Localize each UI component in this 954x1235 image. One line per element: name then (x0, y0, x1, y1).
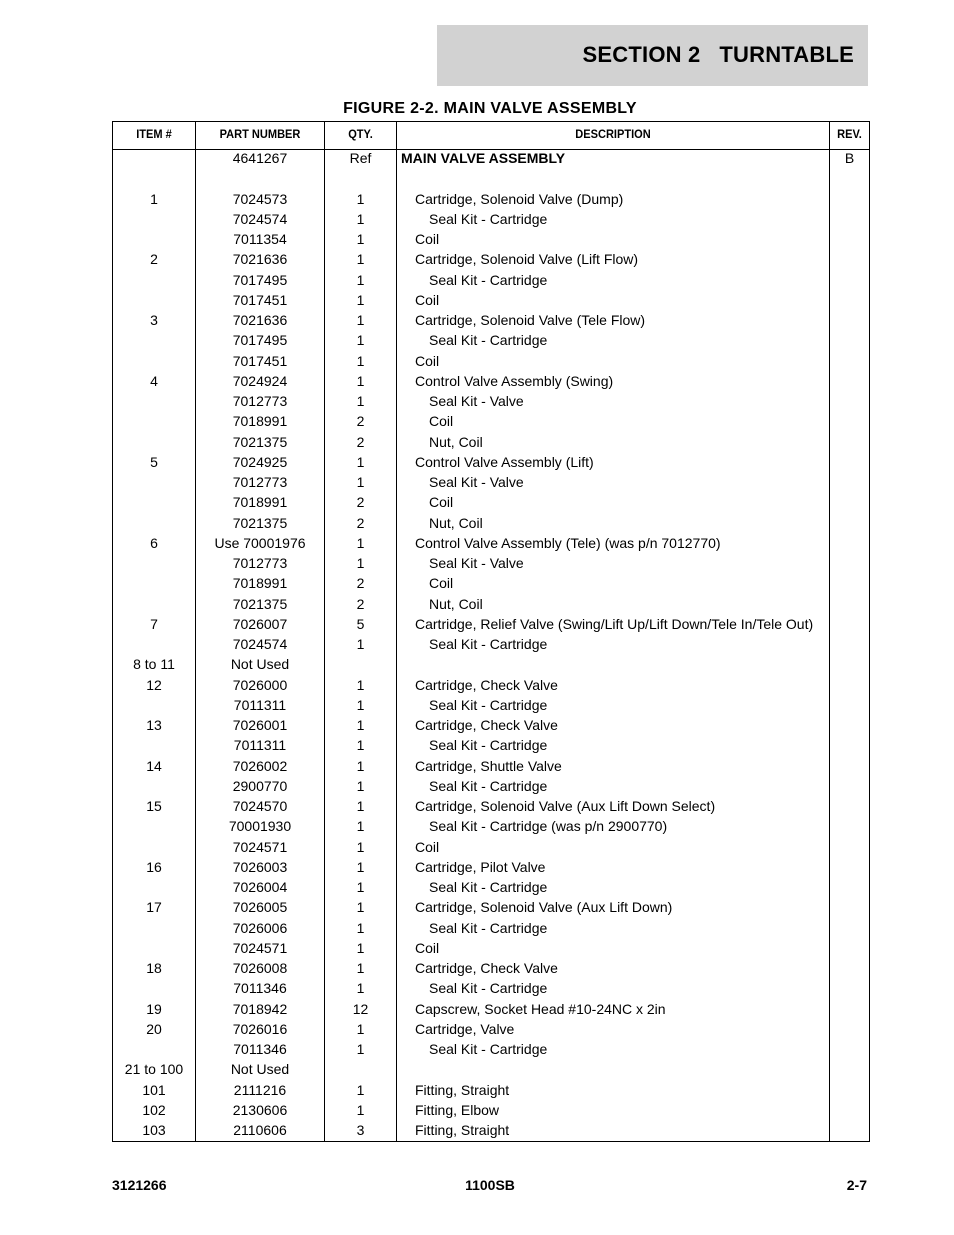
part-number-cell: 7017495 (232, 271, 288, 288)
quantity-cell: 1 (356, 777, 365, 794)
quantity-cell: 1 (356, 960, 365, 976)
description-cell: Seal Kit - Valve (429, 555, 524, 571)
item-number-cell: 13 (146, 717, 162, 733)
part-number-cell: 7012773 (232, 393, 288, 409)
quantity-cell: 2 (356, 575, 365, 592)
table-row (113, 796, 869, 816)
footer-model: 1100SB (465, 1177, 515, 1193)
table-row (113, 897, 869, 917)
part-number-cell: 2130606 (232, 1101, 288, 1118)
table-header-row (113, 122, 869, 150)
description-cell: Seal Kit - Cartridge (429, 879, 548, 895)
description-cell: Cartridge, Check Valve (415, 676, 558, 693)
item-number-cell: 3 (150, 312, 158, 328)
description-cell: Coil (429, 494, 454, 511)
table-row (113, 735, 869, 755)
description-cell: Seal Kit - Valve (429, 474, 524, 490)
part-number-cell: 7026004 (232, 879, 288, 895)
part-number-cell: 7011346 (233, 1041, 287, 1057)
quantity-cell: 1 (356, 312, 365, 328)
table-row (113, 675, 869, 695)
part-number-cell: 7011346 (233, 980, 287, 997)
description-cell: Cartridge, Solenoid Valve (Lift Flow) (415, 251, 639, 268)
part-number-cell: 70001930 (228, 818, 292, 835)
item-number-cell: 20 (146, 1020, 162, 1037)
part-number-cell: 7026000 (232, 676, 288, 693)
description-cell: Cartridge, Solenoid Valve (Aux Lift Down) (415, 899, 673, 916)
table-row (113, 290, 869, 310)
footer-document-number: 3121266 (112, 1177, 167, 1193)
quantity-cell: 1 (356, 1041, 365, 1057)
part-number-cell: 7024924 (232, 372, 288, 389)
quantity-cell: 1 (356, 1101, 365, 1118)
description-cell: Capscrew, Socket Head #10-24NC x 2in (415, 1000, 666, 1017)
table-row (113, 837, 869, 857)
quantity-cell: 1 (356, 676, 365, 693)
description-cell: Seal Kit - Cartridge (429, 332, 548, 349)
table-row (113, 1100, 869, 1120)
quantity-cell: 1 (356, 818, 365, 835)
part-number-cell: 4641267 (232, 150, 288, 166)
table-row (113, 715, 869, 735)
description-cell: Cartridge, Solenoid Valve (Tele Flow) (415, 312, 646, 328)
table-row (113, 148, 869, 168)
quantity-cell: 1 (356, 636, 365, 652)
quantity-cell: Ref (349, 150, 372, 166)
column-header-item: ITEM # (136, 127, 172, 141)
quantity-cell: 1 (356, 798, 365, 814)
table-row (113, 938, 869, 958)
description-cell: Coil (415, 939, 440, 956)
description-cell: Cartridge, Solenoid Valve (Aux Lift Down Select) (415, 798, 716, 814)
description-cell: Seal Kit - Valve (429, 393, 524, 409)
quantity-cell: 1 (356, 332, 365, 349)
part-number-cell: 7017451 (232, 291, 288, 308)
table-row (113, 1059, 869, 1079)
table-row (113, 958, 869, 978)
description-cell: Nut, Coil (429, 433, 483, 450)
description-cell: Control Valve Assembly (Swing) (415, 372, 614, 389)
description-cell: Coil (415, 291, 440, 308)
quantity-cell: 1 (356, 1020, 365, 1037)
part-number-cell: 7012773 (232, 474, 288, 490)
quantity-cell: 2 (356, 413, 365, 430)
item-number-cell: 4 (150, 372, 158, 389)
table-row (113, 371, 869, 391)
description-cell: Coil (429, 575, 454, 592)
part-number-cell: 7021375 (232, 595, 288, 612)
item-number-cell: 18 (146, 960, 162, 976)
part-number-cell: 7026005 (232, 899, 288, 916)
part-number-cell: 7026007 (232, 615, 288, 632)
quantity-cell: 2 (356, 514, 365, 531)
table-row (113, 168, 869, 188)
part-number-cell: 7024573 (232, 190, 288, 207)
table-row (113, 1120, 869, 1140)
part-number-cell: 7017451 (232, 352, 288, 369)
part-number-cell: 7026006 (232, 919, 288, 936)
description-cell: Seal Kit - Cartridge (429, 777, 548, 794)
part-number-cell: 7024574 (232, 210, 288, 227)
quantity-cell: 1 (356, 919, 365, 936)
table-row (113, 391, 869, 411)
part-number-cell: 7021636 (232, 312, 288, 328)
part-number-cell: Use 70001976 (214, 534, 306, 551)
item-number-cell: 103 (142, 1122, 166, 1138)
quantity-cell: 1 (356, 858, 365, 875)
quantity-cell: 1 (356, 939, 365, 956)
item-number-cell: 21 to 100 (124, 1061, 184, 1078)
quantity-cell: 1 (356, 190, 365, 207)
quantity-cell: 1 (356, 251, 365, 268)
part-number-cell: 7024571 (232, 838, 288, 855)
description-cell: Fitting, Straight (415, 1081, 510, 1098)
section-header-bar (437, 25, 868, 86)
table-row (113, 877, 869, 897)
quantity-cell: 1 (356, 555, 365, 571)
table-row (113, 229, 869, 249)
description-cell: Coil (415, 231, 440, 247)
quantity-cell: 1 (356, 737, 365, 754)
item-number-cell: 8 to 11 (133, 656, 175, 673)
table-row (113, 756, 869, 776)
footer-page-number: 2-7 (846, 1177, 867, 1193)
quantity-cell: 1 (356, 696, 365, 713)
table-row (113, 330, 869, 350)
quantity-cell: 1 (356, 231, 365, 247)
item-number-cell: 16 (146, 858, 162, 875)
item-number-cell: 12 (146, 676, 162, 693)
part-number-cell: 7018991 (232, 413, 288, 430)
description-cell: Control Valve Assembly (Lift) (415, 453, 594, 470)
part-number-cell: 7024571 (232, 939, 288, 956)
part-number-cell: 2110606 (233, 1122, 287, 1138)
table-row (113, 978, 869, 998)
part-number-cell: 7017495 (232, 332, 288, 349)
column-header-part-number: PART NUMBER (219, 127, 301, 141)
description-cell: Seal Kit - Cartridge (429, 636, 548, 652)
column-header-qty: QTY. (348, 127, 373, 141)
quantity-cell: 2 (356, 433, 365, 450)
table-row (113, 614, 869, 634)
item-number-cell: 6 (150, 534, 158, 551)
quantity-cell: 1 (356, 980, 365, 997)
description-cell: Coil (415, 352, 440, 369)
description-cell: Seal Kit - Cartridge (429, 696, 548, 713)
item-number-cell: 101 (142, 1081, 166, 1098)
description-cell: Cartridge, Solenoid Valve (Dump) (415, 190, 624, 207)
description-cell: Fitting, Elbow (415, 1101, 500, 1118)
quantity-cell: 1 (356, 899, 365, 916)
column-header-rev: REV. (837, 127, 862, 141)
quantity-cell: 1 (356, 474, 365, 490)
table-row (113, 634, 869, 654)
part-number-cell: 7012773 (232, 555, 288, 571)
table-body (113, 148, 869, 1140)
part-number-cell: 7026016 (232, 1020, 288, 1037)
table-row (113, 695, 869, 715)
quantity-cell: 3 (356, 1122, 365, 1138)
table-row (113, 411, 869, 431)
part-number-cell: 7026003 (232, 858, 288, 875)
part-number-cell: 7011311 (233, 737, 287, 754)
table-row (113, 492, 869, 512)
part-number-cell: 7018991 (232, 575, 288, 592)
quantity-cell: 5 (356, 615, 365, 632)
item-number-cell: 102 (142, 1101, 166, 1118)
table-row (113, 594, 869, 614)
table-row (113, 472, 869, 492)
description-cell: Control Valve Assembly (Tele) (was p/n 7012770) (415, 534, 721, 551)
quantity-cell: 1 (356, 291, 365, 308)
description-cell: Nut, Coil (429, 514, 483, 531)
table-row (113, 553, 869, 573)
item-number-cell: 17 (146, 899, 162, 916)
description-cell: Fitting, Straight (415, 1122, 510, 1138)
item-number-cell: 5 (150, 453, 158, 470)
part-number-cell: 7021375 (232, 433, 288, 450)
quantity-cell: 1 (356, 879, 365, 895)
column-header-description: DESCRIPTION (575, 127, 651, 141)
part-number-cell: 7018942 (232, 1000, 288, 1017)
item-number-cell: 1 (150, 190, 158, 207)
part-number-cell: 7018991 (232, 494, 288, 511)
table-row (113, 857, 869, 877)
description-cell: Seal Kit - Cartridge (429, 210, 548, 227)
quantity-cell: 12 (352, 1000, 369, 1017)
quantity-cell: 1 (356, 271, 365, 288)
description-cell: Nut, Coil (429, 595, 483, 612)
part-number-cell: Not Used (230, 656, 290, 673)
part-number-cell: 7024570 (232, 798, 288, 814)
table-row (113, 209, 869, 229)
quantity-cell: 1 (356, 393, 365, 409)
description-cell: Cartridge, Check Valve (415, 717, 558, 733)
table-row (113, 513, 869, 533)
part-number-cell: 2111216 (233, 1081, 287, 1098)
table-row (113, 999, 869, 1019)
quantity-cell: 1 (356, 757, 365, 774)
quantity-cell: 1 (356, 534, 365, 551)
table-row (113, 452, 869, 472)
section-title: SECTION 2 TURNTABLE (582, 42, 854, 67)
table-row (113, 573, 869, 593)
table-row (113, 776, 869, 796)
table-row (113, 918, 869, 938)
part-number-cell: 7026002 (232, 757, 288, 774)
description-cell: Coil (415, 838, 440, 855)
part-number-cell: 7024574 (232, 636, 288, 652)
table-row (113, 533, 869, 553)
part-number-cell: 7024925 (232, 453, 288, 470)
description-cell: Cartridge, Check Valve (415, 960, 558, 976)
part-number-cell: 7026001 (232, 717, 288, 733)
quantity-cell: 2 (356, 595, 365, 612)
part-number-cell: 7011354 (233, 231, 287, 247)
item-number-cell: 2 (150, 251, 158, 268)
description-cell: Coil (429, 413, 454, 430)
table-row (113, 351, 869, 371)
table-row (113, 310, 869, 330)
quantity-cell: 1 (356, 717, 365, 733)
quantity-cell: 2 (356, 494, 365, 511)
description-cell: Cartridge, Pilot Valve (415, 858, 546, 875)
table-row (113, 270, 869, 290)
quantity-cell: 1 (356, 453, 365, 470)
description-cell: Cartridge, Shuttle Valve (415, 757, 562, 774)
description-cell: Cartridge, Relief Valve (Swing/Lift Up/Lift Down/Tele In/Tele Out) (415, 615, 814, 632)
revision-cell: B (844, 150, 855, 166)
description-cell: Seal Kit - Cartridge (429, 980, 548, 997)
description-cell: Seal Kit - Cartridge (was p/n 2900770) (429, 818, 668, 835)
description-cell: MAIN VALVE ASSEMBLY (401, 150, 566, 166)
part-number-cell: 7026008 (232, 960, 288, 976)
table-row (113, 1019, 869, 1039)
table-row (113, 654, 869, 674)
quantity-cell: 1 (356, 838, 365, 855)
table-row (113, 1039, 869, 1059)
item-number-cell: 7 (150, 615, 158, 632)
quantity-cell: 1 (356, 372, 365, 389)
description-cell: Seal Kit - Cartridge (429, 737, 548, 754)
part-number-cell: 7011311 (233, 696, 287, 713)
table-row (113, 1080, 869, 1100)
table-row (113, 432, 869, 452)
item-number-cell: 15 (146, 798, 162, 814)
part-number-cell: 7021375 (232, 514, 288, 531)
table-row (113, 816, 869, 836)
parts-table (112, 121, 870, 1142)
table-row (113, 249, 869, 269)
quantity-cell: 1 (356, 210, 365, 227)
figure-title: FIGURE 2-2. MAIN VALVE ASSEMBLY (343, 100, 637, 117)
description-cell: Seal Kit - Cartridge (429, 271, 548, 288)
quantity-cell: 1 (356, 352, 365, 369)
table-row (113, 189, 869, 209)
item-number-cell: 19 (146, 1000, 162, 1017)
quantity-cell: 1 (356, 1081, 365, 1098)
description-cell: Seal Kit - Cartridge (429, 1041, 548, 1057)
item-number-cell: 14 (146, 757, 162, 774)
description-cell: Seal Kit - Cartridge (429, 919, 548, 936)
description-cell: Cartridge, Valve (415, 1020, 515, 1037)
part-number-cell: 7021636 (232, 251, 288, 268)
part-number-cell: 2900770 (232, 777, 288, 794)
part-number-cell: Not Used (230, 1061, 290, 1078)
